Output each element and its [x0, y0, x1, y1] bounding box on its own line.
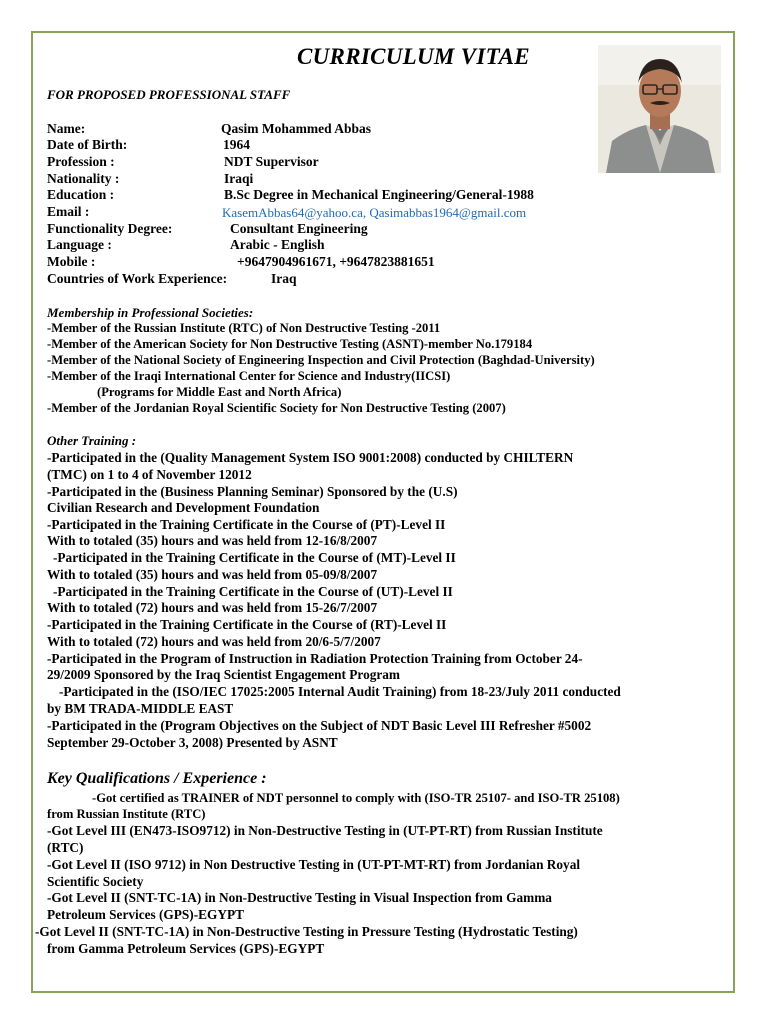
training-line: -Participated in the Program of Instruction in Radiation Protection Training from October 24-	[47, 651, 583, 666]
name-value: Qasim Mohammed Abbas	[221, 121, 372, 136]
qualification-line: -Got Level II (ISO 9712) in Non Destructive Testing in (UT-PT-MT-RT) from Jordanian Royal	[47, 857, 581, 872]
training-line: With to totaled (72) hours and was held from 20/6-5/7/2007	[47, 634, 381, 649]
training-line: -Participated in the Training Certificate in the Course of (RT)-Level II	[47, 617, 447, 632]
membership-item: -Member of the Russian Institute (RTC) of Non Destructive Testing -2011	[47, 321, 441, 335]
training-line: -Participated in the (Business Planning Seminar) Sponsored by the (U.S)	[47, 484, 458, 499]
qualification-line: (RTC)	[47, 840, 84, 855]
person-photo-icon	[598, 45, 721, 173]
profession-value: NDT Supervisor	[224, 154, 319, 169]
training-line: With to totaled (72) hours and was held from 15-26/7/2007	[47, 600, 378, 615]
dob-value: 1964	[223, 137, 250, 152]
membership-item: -Member of the National Society of Engineering Inspection and Civil Protection (Baghdad-University)	[47, 353, 595, 367]
membership-item: -Member of the Jordanian Royal Scientific Society for Non Destructive Testing (2007)	[47, 401, 506, 415]
language-value: Arabic - English	[230, 237, 325, 252]
membership-item: -Member of the American Society for Non Destructive Testing (ASNT)-member No.179184	[47, 337, 533, 351]
training-line: (TMC) on 1 to 4 of November 12012	[47, 467, 252, 482]
training-line: With to totaled (35) hours and was held from 12-16/8/2007	[47, 533, 378, 548]
training-heading: Other Training :	[47, 433, 137, 448]
countries-label: Countries of Work Experience:	[47, 271, 228, 286]
qualification-line: from Russian Institute (RTC)	[47, 807, 206, 821]
membership-heading: Membership in Professional Societies:	[47, 305, 254, 320]
training-line: by BM TRADA-MIDDLE EAST	[47, 701, 234, 716]
education-value: B.Sc Degree in Mechanical Engineering/General-1988	[224, 187, 534, 202]
profile-photo	[598, 45, 721, 173]
training-line: September 29-October 3, 2008) Presented by ASNT	[47, 735, 338, 750]
functionality-value: Consultant Engineering	[230, 221, 368, 236]
training-line: -Participated in the (Program Objectives on the Subject of NDT Basic Level III Refresher #5002	[47, 718, 592, 733]
training-line: -Participated in the Training Certificate in the Course of (UT)-Level II	[53, 584, 453, 599]
nationality-value: Iraqi	[224, 171, 254, 186]
training-line: Civilian Research and Development Foundation	[47, 500, 320, 515]
qualification-line: -Got Level III (EN473-ISO9712) in Non-Destructive Testing in (UT-PT-RT) from Russian Institute	[47, 823, 603, 838]
training-line: 29/2009 Sponsored by the Iraq Scientist Engagement Program	[47, 667, 400, 682]
membership-item: -Member of the Iraqi International Center for Science and Industry(IICSI)	[47, 369, 451, 383]
name-label: Name:	[47, 121, 86, 136]
qualification-line: from Gamma Petroleum Services (GPS)-EGYPT	[47, 941, 325, 956]
email-value[interactable]: KasemAbbas64@yahoo.ca, Qasimabbas1964@gmail.com	[222, 205, 527, 220]
qualification-line: Scientific Society	[47, 874, 144, 889]
email-label: Email :	[47, 204, 90, 219]
qualification-line: Petroleum Services (GPS)-EGYPT	[47, 907, 244, 922]
mobile-value: +9647904961671, +9647823881651	[237, 254, 435, 269]
training-line: With to totaled (35) hours and was held from 05-09/8/2007	[47, 567, 378, 582]
document-title: CURRICULUM VITAE	[297, 44, 530, 69]
functionality-label: Functionality Degree:	[47, 221, 173, 236]
dob-label: Date of Birth:	[47, 137, 128, 152]
training-line: -Participated in the Training Certificate in the Course of (PT)-Level II	[47, 517, 446, 532]
qualification-line: -Got certified as TRAINER of NDT personnel to comply with (ISO-TR 25107- and ISO-TR 25108)	[92, 791, 620, 805]
document-subtitle: FOR PROPOSED PROFESSIONAL STAFF	[47, 87, 291, 102]
nationality-label: Nationality :	[47, 171, 120, 186]
language-label: Language :	[47, 237, 112, 252]
training-line: -Participated in the (ISO/IEC 17025:2005 Internal Audit Training) from 18-23/July 2011 conducted	[59, 684, 621, 699]
education-label: Education :	[47, 187, 115, 202]
mobile-label: Mobile :	[47, 254, 96, 269]
qualification-line: -Got Level II (SNT-TC-1A) in Non-Destructive Testing in Visual Inspection from Gamma	[47, 890, 552, 905]
profession-label: Profession :	[47, 154, 115, 169]
training-line: -Participated in the Training Certificate in the Course of (MT)-Level II	[53, 550, 456, 565]
membership-item: (Programs for Middle East and North Africa)	[97, 385, 342, 399]
qualifications-heading: Key Qualifications / Experience :	[47, 770, 267, 787]
countries-value: Iraq	[271, 271, 297, 286]
training-line: -Participated in the (Quality Management System ISO 9001:2008) conducted by CHILTERN	[47, 450, 574, 465]
qualification-line: -Got Level II (SNT-TC-1A) in Non-Destructive Testing in Pressure Testing (Hydrostatic Testing)	[35, 924, 578, 939]
